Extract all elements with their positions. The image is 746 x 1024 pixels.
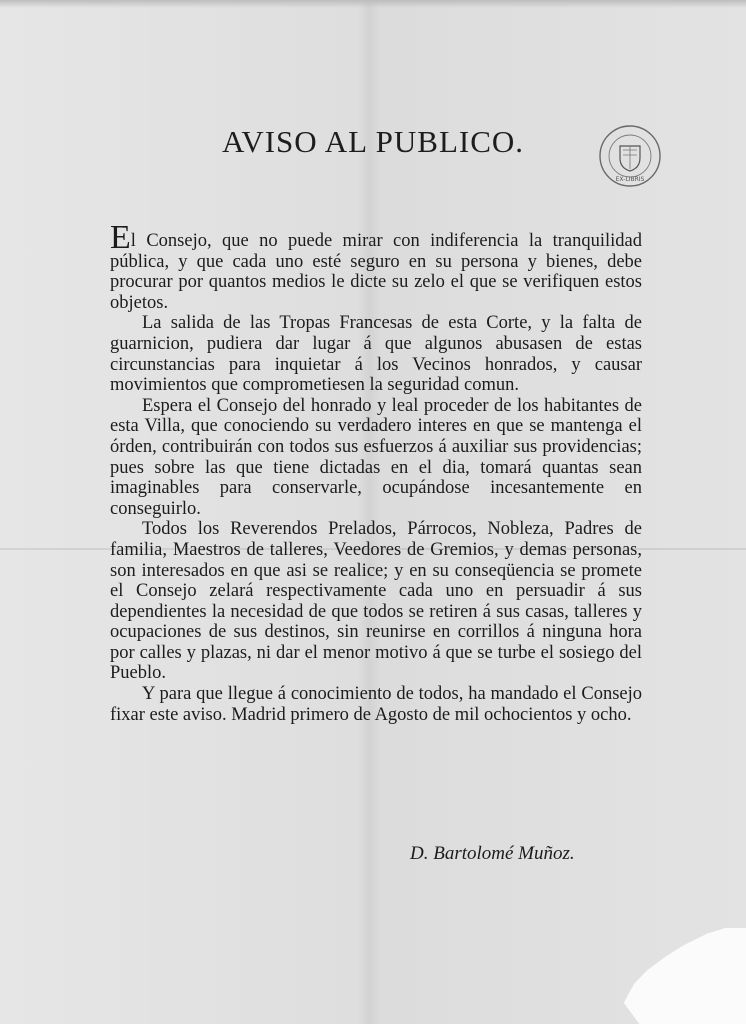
paragraph-5: Y para que llegue á conocimiento de todos, ha mandado el Consejo fixar este aviso. Madrid primero de Agosto de mil ochocientos y ocho. [110, 684, 642, 725]
torn-corner [616, 928, 746, 1024]
paper-top-edge [0, 0, 746, 8]
paragraph-3: Espera el Consejo del honrado y leal proceder de los habitantes de esta Villa, que conociendo su verdadero interes en que se mantenga el órden, contribuirán con todos sus esfuerzos á auxiliar sus providencias; pues sobre las que tiene dictadas en el dia, tomará quantas sean imaginables para conservarle, ocupándose incesantemente en conseguirlo. [110, 395, 642, 519]
svg-text:EX-LIBRIS: EX-LIBRIS [615, 176, 645, 183]
paragraph-2: La salida de las Tropas Francesas de esta Corte, y la falta de guarnicion, pudiera dar lugar á que algunos abusasen de estas circunstancias para inquietar á los Vecinos honrados, y causar movimientos que comprometiesen la seguridad comun. [110, 313, 642, 396]
paragraph-4: Todos los Reverendos Prelados, Párrocos, Nobleza, Padres de familia, Maestros de talleres, Veedores de Gremios, y demas personas, son interesados en que asi se realice; y en su conseqüencia se promete el Consejo zelará respectivamente cada uno en persuadir á sus dependientes la necesidad de que todos se retiren á sus casas, talleres y ocupaciones de sus destinos, sin reunirse en corrillos á ninguna hora por calles y plazas, ni dar el menor motivo á que se turbe el sosiego del Pueblo. [110, 519, 642, 684]
drop-cap: E [110, 219, 131, 256]
notice-body [110, 219, 642, 725]
paragraph-1 [110, 219, 642, 313]
signature: D. Bartolomé Muñoz. [410, 843, 575, 864]
document-title: AVISO AL PUBLICO. [221, 124, 525, 159]
paragraph-1-text: l Consejo, que no puede mirar con indiferencia la tranquilidad pública, y que cada uno esté seguro en su persona y bienes, debe procurar por quantos medios le dicte su zelo el que se verifiquen estos objetos. [110, 231, 642, 313]
library-stamp-icon [598, 124, 662, 188]
